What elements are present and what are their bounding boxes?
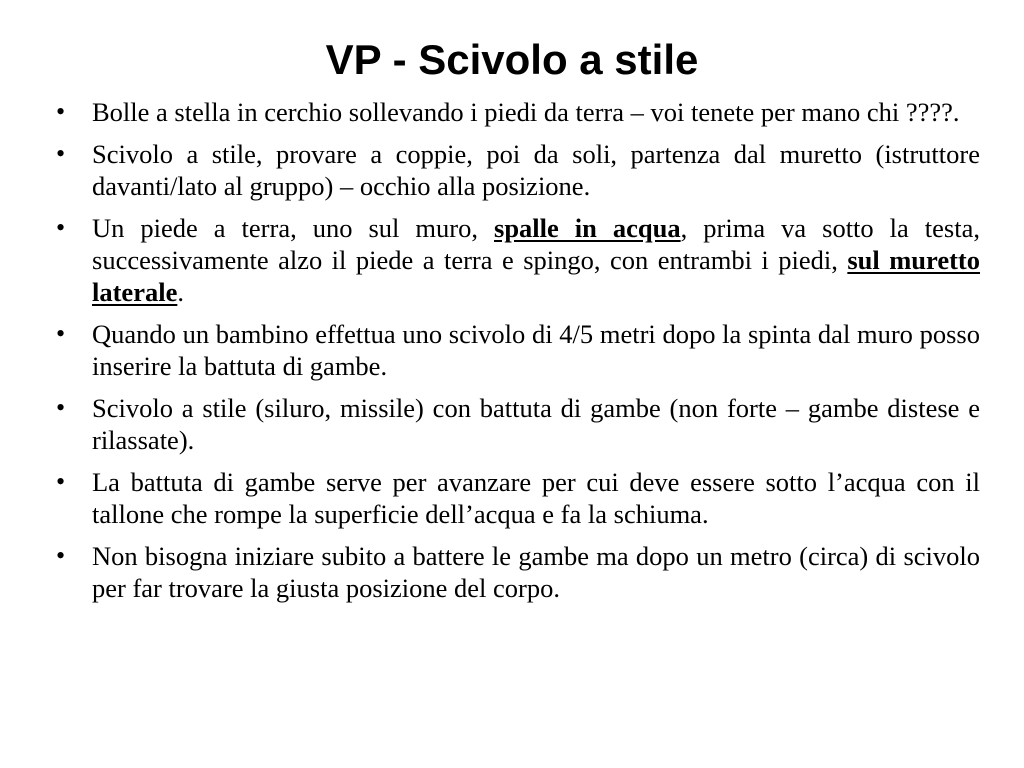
emphasis-text: spalle in acqua <box>494 213 681 243</box>
bullet-item-2 <box>52 138 980 202</box>
bullet-text: Quando un bambino effettua uno scivolo di 4/5 metri dopo la spinta dal muro posso inserire la battuta di gambe. <box>92 319 980 381</box>
bullet-text: Scivolo a stile (siluro, missile) con battuta di gambe (non forte – gambe distese e rilassate). <box>92 393 980 455</box>
bullet-text: Bolle a stella in cerchio sollevando i piedi da terra – voi tenete per mano chi ????. <box>92 97 960 127</box>
bullet-dot-icon: • <box>56 97 66 126</box>
bullet-dot-icon: • <box>56 319 66 348</box>
bullet-text: La battuta di gambe serve per avanzare per cui deve essere sotto l’acqua con il tallone che rompe la superficie dell’acqua e fa la schiuma. <box>92 467 980 529</box>
bullet-list <box>52 96 980 614</box>
bullet-item-4 <box>52 318 980 382</box>
bullet-item-6 <box>52 466 980 530</box>
bullet-item-7 <box>52 540 980 604</box>
bullet-item-3 <box>52 212 980 308</box>
bullet-item-5 <box>52 392 980 456</box>
bullet-text: Non bisogna iniziare subito a battere le gambe ma dopo un metro (circa) di scivolo per far trovare la giusta posizione del corpo. <box>92 541 980 603</box>
bullet-text-part: , prima va sotto la testa, successivamente alzo il piede a terra e spingo, con entrambi i piedi, <box>92 213 980 275</box>
bullet-dot-icon: • <box>56 467 66 496</box>
bullet-dot-icon: • <box>56 213 66 242</box>
slide-title: VP - Scivolo a stile <box>325 36 699 83</box>
bullet-dot-icon: • <box>56 393 66 422</box>
bullet-text-part: Un piede a terra, uno sul muro, <box>92 213 494 243</box>
bullet-dot-icon: • <box>56 541 66 570</box>
bullet-text-part: . <box>177 277 184 307</box>
bullet-text: Scivolo a stile, provare a coppie, poi da soli, partenza dal muretto (istruttore davanti/lato al gruppo) – occhio alla posizione. <box>92 139 980 201</box>
bullet-item-1 <box>52 96 980 128</box>
bullet-dot-icon: • <box>56 139 66 168</box>
emphasis-text: sul muretto laterale <box>92 245 980 307</box>
